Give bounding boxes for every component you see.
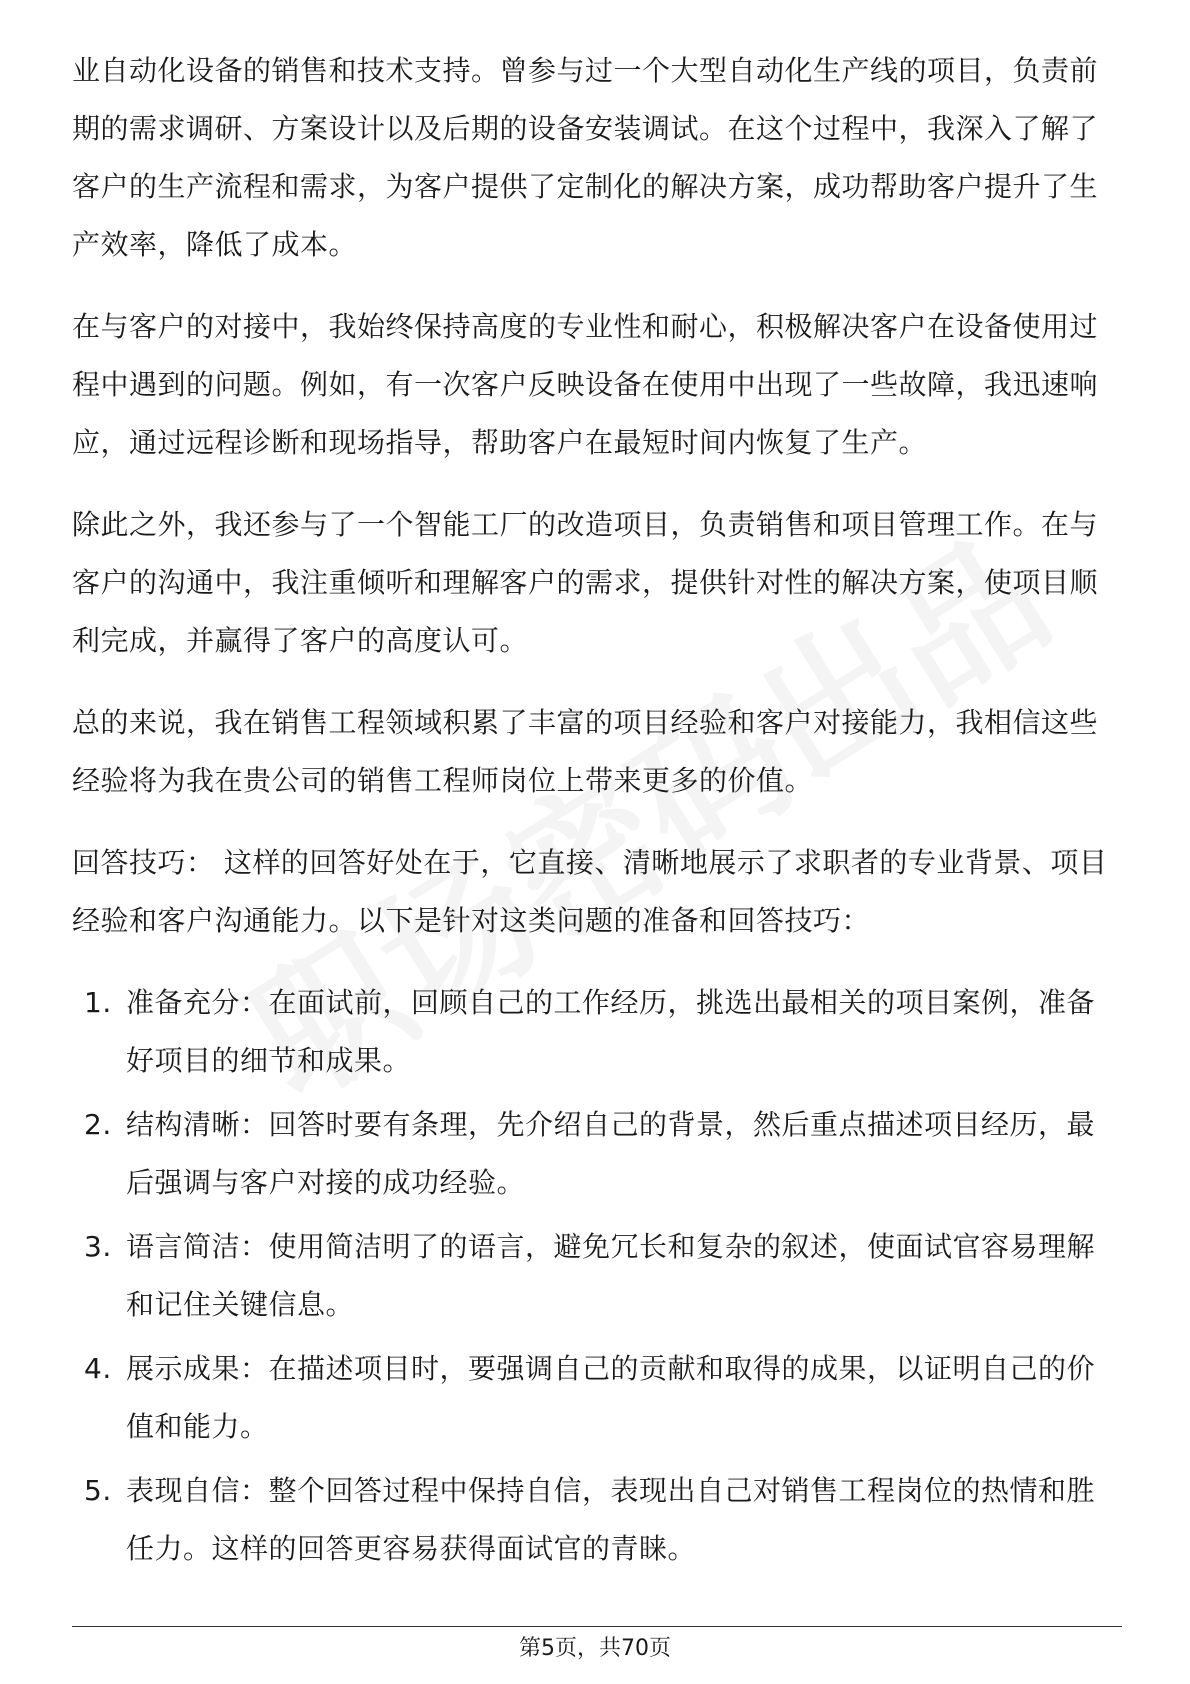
list-item-text: 展示成果：在描述项目时，要强调自己的贡献和取得的成果，以证明自己的价值和能力。: [126, 1352, 1096, 1443]
list-item-number: 3.: [84, 1230, 112, 1263]
list-item-text: 表现自信：整个回答过程中保持自信，表现出自己对销售工程岗位的热情和胜任力。这样的回答更容易获得面试官的青睐。: [126, 1474, 1096, 1565]
list-item-number: 5.: [84, 1474, 112, 1507]
paragraph-experience: 业自动化设备的销售和技术支持。曾参与过一个大型自动化生产线的项目，负责前期的需求调研、方案设计以及后期的设备安装调试。在这个过程中，我深入了解了客户的生产流程和需求，为客户提供了定制化的解决方案，成功帮助客户提升了生产效率，降低了成本。: [72, 54, 1099, 261]
footer-divider: [72, 1626, 1122, 1627]
list-item-number: 1.: [84, 986, 112, 1019]
paragraph-client-communication: 在与客户的对接中，我始终保持高度的专业性和耐心，积极解决客户在设备使用过程中遇到的问题。例如，有一次客户反映设备在使用中出现了一些故障，我迅速响应，通过远程诊断和现场指导，帮助客户在最短时间内恢复了生产。: [72, 310, 1099, 459]
paragraph-answer-tips-intro: 回答技巧： 这样的回答好处在于，它直接、清晰地展示了求职者的专业背景、项目经验和客户沟通能力。以下是针对这类问题的准备和回答技巧：: [72, 846, 1108, 937]
page-content: [72, 42, 1122, 1584]
tips-list: [72, 974, 1122, 1578]
list-item-text: 结构清晰：回答时要有条理，先介绍自己的背景，然后重点描述项目经历，最后强调与客户对接的成功经验。: [126, 1108, 1096, 1199]
list-item: [72, 1218, 1122, 1334]
list-item-text: 语言简洁：使用简洁明了的语言，避免冗长和复杂的叙述，使面试官容易理解和记住关键信息。: [126, 1230, 1096, 1321]
list-item-number: 2.: [84, 1108, 112, 1141]
paragraph-summary: 总的来说，我在销售工程领域积累了丰富的项目经验和客户对接能力，我相信这些经验将为我在贵公司的销售工程师岗位上带来更多的价值。: [72, 706, 1099, 797]
list-item: [72, 1462, 1122, 1578]
list-item-number: 4.: [84, 1352, 112, 1385]
list-item-text: 准备充分：在面试前，回顾自己的工作经历，挑选出最相关的项目案例，准备好项目的细节和成果。: [126, 986, 1096, 1077]
paragraph-smart-factory: 除此之外，我还参与了一个智能工厂的改造项目，负责销售和项目管理工作。在与客户的沟通中，我注重倾听和理解客户的需求，提供针对性的解决方案，使项目顺利完成，并赢得了客户的高度认可。: [72, 508, 1099, 657]
list-item: [72, 1340, 1122, 1456]
list-item: [72, 1096, 1122, 1212]
page-number: 第5页，共70页: [519, 1636, 671, 1661]
list-item: [72, 974, 1122, 1090]
